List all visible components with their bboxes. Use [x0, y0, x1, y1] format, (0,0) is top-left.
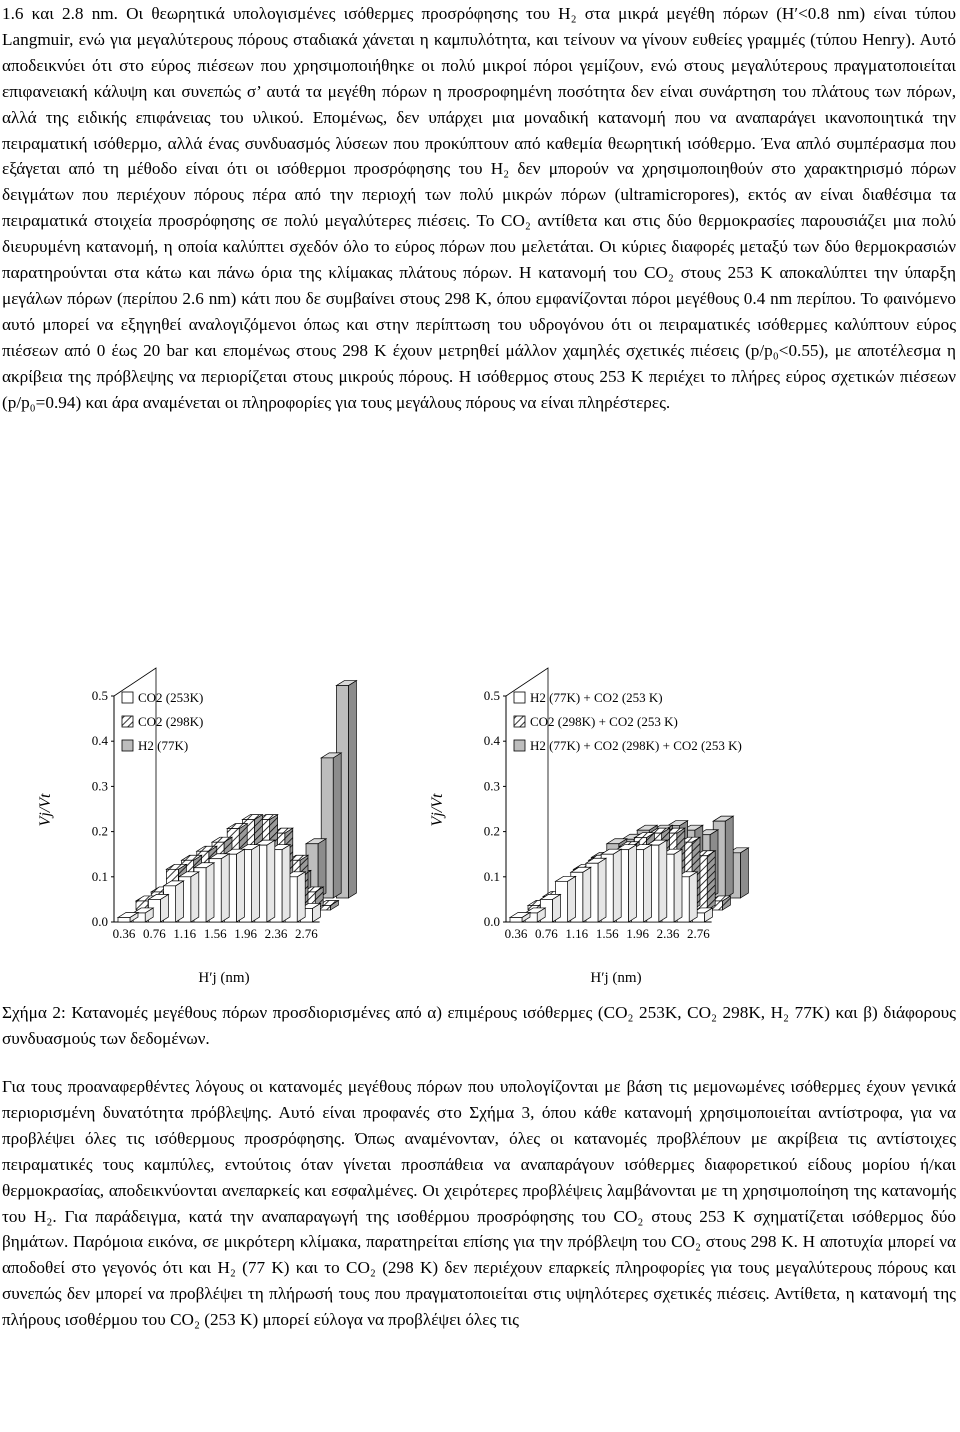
paragraph-top: 1.6 και 2.8 nm. Οι θεωρητικά υπολογισμένες ισόθερμες προσρόφησης του H₂ στα μικρά μεγέθη πόρων (H′<0.8 nm) είναι τύπου Langmuir, ενώ για μεγαλύτερους πόρους σταδιακά χάνεται η καμπυλότητα, και τείνουν να γίνουν ευθείες γραμμές (τύπου Henry). Αυτό αποδεικνύει ότι στο εύρος πιέσεων που χρησιμοποιήθηκε οι πολύ μικροί πόροι γεμίζουν, ενώ στους μεγαλύτερους πραγματοποιείται επιφανειακή κάλυψη και συνεπώς σ’ αυτά τα μεγέθη πόρων η προσροφημένη ποσότητα δεν είναι συνάρτηση του πλάτους των πόρων, αλλά της ειδικής επιφάνειας του υλικού. Επομένως, δεν υπάρχει μια μοναδική κατανομή που να αναπαράγει ικανοποιητικά την πειραματική ισόθερμο, αλλά ένας συνδυασμός λύσεων που προκύπτουν από καθεμία θεωρητική ισόθερμο. Ένα απλό συμπέρασμα που εξάγεται από τη μέθοδο είναι ότι οι ισόθερμοι προσρόφησης του H₂ δεν μπορούν να χρησιμοποιηθούν στο χαρακτηρισμό πόρων δειγμάτων που περιέχουν πόρους πέρα από την περιοχή των πολύ μικρών πόρων (ultramicropores), εκτός αν είναι διαθέσιμα τα πειραματικά στοιχεία προσρόφησης σε πολύ μεγαλύτερες πιέσεις. Το CO₂ αντίθετα και στις δύο θερμοκρασίες παρουσιάζει μια πολύ διευρυμένη κατανομή, η οποία καλύπτει σχεδόν όλο το εύρος πόρων που μελετάται. Οι κύριες διαφορές μεταξύ των δύο θερμοκρασιών παρατηρούνται στα κάτω και πάνω όρια της κλίμακας πλάτους πόρων. Η κατανομή του CO₂ στους 253 K αποκαλύπτει την ύπαρξη μεγάλων πόρων (περίπου 2.6 nm) κάτι που δε συμβαίνει στους 298 K, όπου εμφανίζονται πόροι μεγέθους 0.4 nm περίπου. Το φαινόμενο αυτό μπορεί να εξηγηθεί αναλογιζόμενοι όπως και στην περίπτωση του υδρογόνου ότι οι πειραματικές ισόθερμες καλύπτουν εύρος πιέσεων από 0 έως 20 bar και επομένως στους 298 K έχουν μετρηθεί μάλλον χαμηλές σχετικές πιέσεις (p/p₀<0.55), με αποτέλεσμα η ακρίβεια της πρόβλεψης να περιορίζεται στους μικρούς πόρους. Η ισόθερμος στους 253 K περιέχει το πλήρες εύρος σχετικών πιέσεων (p/p₀=0.94) και άρα αναμένεται οι πληροφορίες για τους μεγάλους πόρους να είναι πληρέστερες.: [2, 4, 956, 412]
bar-side: [725, 816, 733, 898]
legend-swatch: [122, 740, 133, 751]
bar-side: [297, 872, 305, 922]
y-tick-label: 0.2: [91, 823, 108, 839]
legend-swatch: [514, 716, 525, 727]
bar-side: [267, 840, 275, 922]
bar-side: [659, 840, 667, 922]
bar: [118, 917, 130, 922]
figure-a: [37, 672, 496, 992]
chart-a-svg: [37, 672, 496, 992]
bar-side: [707, 851, 715, 910]
y-tick-label: 0.5: [483, 688, 500, 703]
legend-label: H2 (77K): [138, 738, 189, 753]
bar-side: [613, 849, 621, 922]
x-tick-label: 1.56: [203, 926, 227, 941]
bar-side: [583, 867, 591, 922]
legend-label: CO2 (253K): [138, 690, 204, 705]
y-tick-label: 0.0: [483, 914, 500, 929]
x-tick-label: 1.56: [595, 926, 619, 941]
y-tick-label: 0.1: [483, 868, 500, 884]
y-tick-label: 0.2: [483, 823, 500, 839]
legend-label: H2 (77K) + CO2 (253 K): [530, 690, 663, 705]
bar-side: [740, 848, 748, 898]
y-axis-label: Vj/Vt: [37, 793, 54, 827]
bar-side: [689, 872, 697, 922]
bar-side: [236, 849, 244, 922]
legend-label: CO2 (298K) + CO2 (253 K): [530, 714, 678, 729]
bar-side: [674, 849, 682, 922]
bar: [510, 917, 522, 922]
bar-side: [282, 845, 290, 922]
x-tick-label: 0.36: [112, 926, 136, 941]
chart-b-svg: [429, 672, 888, 992]
y-tick-label: 0.4: [91, 733, 108, 749]
legend-swatch: [122, 692, 133, 703]
x-axis-label: H′j (nm): [590, 970, 642, 986]
bar-side: [568, 876, 576, 922]
x-tick-label: 1.16: [173, 926, 197, 941]
paragraph-bottom: Για τους προαναφερθέντες λόγους οι κατανομές μεγέθους πόρων που υπολογίζονται με βάση τις μεμονωμένες ισόθερμες έχουν γενικά περιορισμένη δυνατότητα πρόβλεψης. Αυτό είναι προφανές στο Σχήμα 3, όπου κάθε κατανομή χρησιμοποιείται αντίστροφα, για να προβλέψει όλες τις ισόθερμους προσρόφησης. Όπως αναμένονταν, όλες οι κατανομές προβλέπουν με ακρίβεια τις αντίστοιχες πειραματικές τους καμπύλες, εντούτοις όταν γίνεται προσπάθεια να αναπαράγουν ισόθερμες διαφορετικού είδους μορίου ή/και θερμοκρασίας, αποδεικνύονται ανεπαρκείς και εσφαλμένες. Οι χειρότερες προβλέψεις λαμβάνονται με τη χρησιμοποίηση της κατανομής του H₂. Για παράδειγμα, κατά την αναπαραγωγή της ισοθέρμου προσρόφησης του CO₂ στους 253 K σχηματίζεται ισόθερμος δύο βημάτων. Παρόμοια εικόνα, σε μικρότερη κλίμακα, παρατηρείται επίσης για την πρόβλεψη του CO₂ στους 298 K. Η αποτυχία μπορεί να αποδοθεί στο γεγονός ότι και H₂ (77 K) και το CO₂ (298 K) δεν περιέχουν επαρκείς πληροφορίες για τους μεγαλύτερους πόρους και συνεπώς δεν μπορεί να προβλέψει τη πλήρωσή τους που πραγματοποιείται στις υψηλότερες σχετικές πιέσεις. Αντίθετα, η κατανομή της πλήρους ισοθέρμου του CO₂ (253 K) μπορεί εύλογα να προβλέψει όλες τις: [2, 1077, 956, 1330]
bar-side: [348, 681, 356, 898]
x-tick-label: 1.96: [626, 926, 649, 941]
bar-side: [221, 854, 229, 922]
y-tick-label: 0.5: [91, 688, 108, 703]
y-tick-label: 0.3: [483, 778, 500, 794]
figure-caption: Σχήμα 2: Κατανομές μεγέθους πόρων προσδιορισμένες από α) επιμέρους ισόθερμες (CO₂ 253K, CO₂ 298K, H₂ 77K) και β) διάφορους συνδυασμούς των δεδομένων.: [2, 1003, 956, 1048]
y-axis-label: Vj/Vt: [429, 793, 446, 827]
legend-label: H2 (77K) + CO2 (298K) + CO2 (253 K): [530, 738, 742, 753]
legend-label: CO2 (298K): [138, 714, 204, 729]
x-tick-label: 2.76: [687, 926, 710, 941]
y-tick-label: 0.3: [91, 778, 108, 794]
x-tick-label: 1.96: [234, 926, 257, 941]
y-tick-label: 0.0: [91, 914, 108, 929]
bar-side: [598, 858, 606, 922]
bar-side: [252, 845, 260, 922]
y-tick-label: 0.4: [483, 733, 500, 749]
series-1: [510, 840, 712, 922]
x-tick-label: 0.76: [143, 926, 166, 941]
x-tick-label: 2.76: [295, 926, 318, 941]
bar-side: [176, 881, 184, 922]
bar-side: [206, 863, 214, 922]
legend-swatch: [514, 692, 525, 703]
bar-side: [191, 872, 199, 922]
bar-side: [628, 845, 636, 922]
legend: [122, 690, 203, 753]
figure-b: [429, 672, 888, 992]
y-tick-label: 0.1: [91, 868, 108, 884]
bar-side: [333, 753, 341, 898]
x-tick-label: 1.16: [565, 926, 589, 941]
x-tick-label: 0.36: [504, 926, 528, 941]
x-tick-label: 0.76: [535, 926, 558, 941]
legend: [514, 690, 742, 753]
x-axis-label: H′j (nm): [198, 970, 250, 986]
x-tick-label: 2.36: [264, 926, 288, 941]
legend-swatch: [122, 716, 133, 727]
x-tick-label: 2.36: [656, 926, 680, 941]
bar-side: [644, 845, 652, 922]
legend-swatch: [514, 740, 525, 751]
